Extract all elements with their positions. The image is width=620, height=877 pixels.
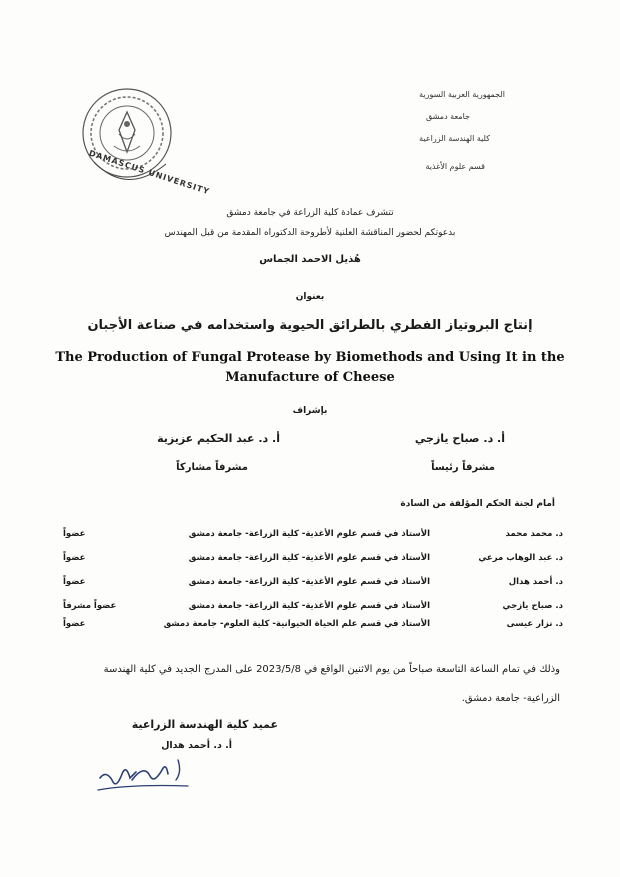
member-role: عضواً [63, 619, 86, 629]
member-affiliation: الأستاذ في قسم علوم الأغذية- كلية الزراعة- جامعة دمشق [188, 577, 430, 587]
member-role: عضواً مشرفاً [63, 601, 117, 611]
co-supervisor-name: أ. د. عبد الحكيم عزيزية [157, 432, 280, 445]
thesis-title-english-line-2: Manufacture of Cheese [225, 370, 395, 385]
main-supervisor-name: أ. د. صباح يازجي [414, 432, 505, 445]
damascus-university-seal [72, 78, 182, 188]
title-label: بعنوان [295, 292, 325, 302]
member-name: د. عبد الوهاب مرعي [478, 553, 563, 563]
member-role: عضواً [63, 577, 86, 587]
member-name: د. أحمد هدال [508, 577, 563, 587]
invitation-line-1: تتشرف عمادة كلية الزراعة في جامعة دمشق [226, 208, 394, 218]
member-name: د. نزار عيسى [506, 619, 563, 629]
dean-signature [92, 750, 212, 800]
schedule-line-2: الزراعية- جامعة دمشق. [461, 693, 560, 704]
member-name: د. محمد محمد [505, 529, 563, 539]
member-name: د. صباح يازجي [502, 601, 563, 611]
member-affiliation: الأستاذ في قسم علم الحياة الحيوانية- كلية العلوم- جامعة دمشق [163, 619, 430, 629]
member-role: عضواً [63, 529, 86, 539]
supervision-label: بإشراف [292, 406, 328, 416]
member-affiliation: الأستاذ في قسم علوم الأغذية- كلية الزراعة- جامعة دمشق [188, 601, 430, 611]
dean-title: عميد كلية الهندسة الزراعية [131, 718, 278, 731]
member-affiliation: الأستاذ في قسم علوم الأغذية- كلية الزراعة- جامعة دمشق [188, 529, 430, 539]
header-faculty: كلية الهندسة الزراعية [419, 134, 490, 143]
co-supervisor-role: مشرفاً مشاركاً [176, 462, 248, 473]
header-republic: الجمهورية العربية السورية [419, 90, 505, 99]
invitation-line-2: بدعوتكم لحضور المناقشة العلنية لأطروحة الدكتوراه المقدمة من قبل المهندس [164, 228, 456, 238]
header-university: جامعة دمشق [425, 112, 470, 121]
header-department: قسم علوم الأغذية [425, 162, 485, 171]
schedule-line-1: وذلك في تمام الساعة التاسعة صباحاً من يوم الاثنين الواقع في 2023/5/8 على المدرج الجديد في كلية الهندسة [103, 664, 560, 675]
candidate-name: هُذيل الاحمد الجماس [259, 254, 361, 265]
thesis-title-arabic: إنتاج البروتياز الفطري بالطرائق الحيوية واستخدامه في صناعة الأجبان [87, 318, 533, 333]
seal-caption: DAMASCUS UNIVERSITY [87, 148, 211, 197]
main-supervisor-role: مشرفاً رئيساً [431, 462, 495, 473]
thesis-title-english-line-1: The Production of Fungal Protease by Biomethods and Using It in the [55, 350, 565, 365]
member-role: عضواً [63, 553, 86, 563]
committee-heading: أمام لجنة الحكم المؤلفة من السادة [400, 499, 555, 509]
member-affiliation: الأستاذ في قسم علوم الأغذية- كلية الزراعة- جامعة دمشق [188, 553, 430, 563]
dean-name: أ. د. أحمد هدال [161, 740, 232, 751]
